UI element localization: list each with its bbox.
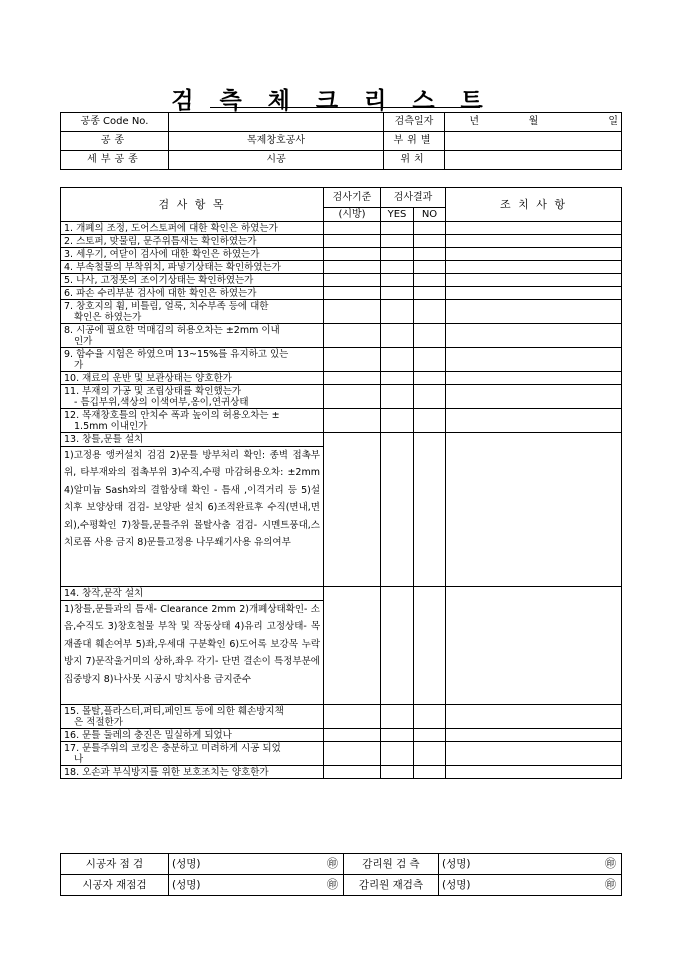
item-line: 18. 오손과 부식방지를 위한 보호조치는 양호한가	[64, 767, 269, 778]
date-label: 검측일자	[384, 113, 445, 132]
yes-cell[interactable]	[381, 324, 414, 348]
no-cell[interactable]	[414, 742, 446, 766]
item-text	[61, 287, 324, 300]
table-row	[61, 261, 622, 274]
item-line: 1. 개폐의 조정, 도어스토퍼에 대한 확인은 하였는가	[64, 223, 278, 234]
action-cell[interactable]	[446, 705, 622, 729]
contractor-check-label: 시공자 점 검	[61, 854, 169, 875]
supervisor-check-label: 감리원 검 측	[344, 854, 439, 875]
item-line: 11. 부재의 가공 및 조립상태를 확인했는가	[64, 386, 242, 397]
no-cell[interactable]	[414, 300, 446, 324]
item-text	[61, 705, 324, 729]
item-14-body: 1)창틀,문틀과의 틈새- Clearance 2mm 2)개폐상태확인- 소음,수직도 3)창호철물 부착 및 작동상태 4)유리 고정상태- 목재졸대 훼손여부 5)좌,우세대 구분확인 6)도어록 보강목 누락방지 7)문작울거미의 상하,좌우 각기- 단면 결손이 특정부분에 집중방지 8)나사못 시공시 망치사용 금지준수	[61, 601, 324, 705]
item-13-head: 13. 창틀,문틀 설치	[61, 433, 324, 447]
name-label: (성명)	[172, 858, 201, 870]
signature-table	[60, 853, 622, 896]
col-action-header: 조 치 사 항	[446, 188, 622, 222]
standard-cell[interactable]	[324, 287, 381, 300]
date-day: 일	[564, 113, 622, 132]
action-cell[interactable]	[446, 324, 622, 348]
location-label: 위치	[384, 151, 445, 170]
item-text	[61, 300, 324, 324]
yes-cell[interactable]	[381, 705, 414, 729]
item-text	[61, 742, 324, 766]
table-row	[61, 372, 622, 385]
name-label: (성명)	[442, 879, 471, 891]
no-cell[interactable]	[414, 766, 446, 779]
standard-cell[interactable]	[324, 742, 381, 766]
seal-mark: ㊞	[327, 857, 338, 870]
yes-cell[interactable]	[381, 300, 414, 324]
standard-cell[interactable]	[324, 409, 381, 433]
name-label: (성명)	[172, 879, 201, 891]
item-14-head: 14. 창작,문작 설치	[61, 587, 324, 601]
action-cell[interactable]	[446, 300, 622, 324]
yes-cell[interactable]	[381, 742, 414, 766]
code-value[interactable]	[169, 113, 384, 132]
col-standard-header: 검사기준	[324, 188, 381, 208]
standard-cell[interactable]	[324, 348, 381, 372]
action-cell[interactable]	[446, 287, 622, 300]
item-line: 3. 세우기, 여닫이 검사에 대한 확인은 하였는가	[64, 249, 260, 260]
no-cell[interactable]	[414, 324, 446, 348]
standard-cell[interactable]	[324, 324, 381, 348]
table-row	[61, 300, 622, 324]
item-line: 15. 몰탈,플라스터,퍼티,페인트 등에 의한 훼손방지책	[64, 706, 284, 717]
item-line: 16. 문틀 둘레의 충진은 밀실하게 되었나	[64, 730, 232, 741]
yes-cell[interactable]	[381, 287, 414, 300]
table-row	[61, 385, 622, 409]
yes-cell[interactable]	[381, 729, 414, 742]
table-row	[61, 222, 622, 235]
supervisor-recheck-sign[interactable]	[439, 875, 622, 896]
table-row	[61, 324, 622, 348]
standard-cell[interactable]	[324, 274, 381, 287]
detail-label: 세부공종	[61, 151, 169, 170]
table-row	[61, 409, 622, 433]
header-table	[60, 112, 622, 170]
col-standard-sub: (시방)	[324, 208, 381, 222]
section-value[interactable]	[445, 132, 622, 151]
work-value: 목제창호공사	[169, 132, 384, 151]
no-cell[interactable]	[414, 587, 446, 705]
item-text	[61, 372, 324, 385]
standard-cell[interactable]	[324, 235, 381, 248]
col-item-header: 검 사 항 목	[61, 188, 324, 222]
page-title: 검측체크리스트	[171, 87, 509, 114]
action-cell[interactable]	[446, 274, 622, 287]
name-label: (성명)	[442, 858, 471, 870]
contractor-recheck-label: 시공자 재점검	[61, 875, 169, 896]
no-cell[interactable]	[414, 729, 446, 742]
item-text	[61, 274, 324, 287]
item-line-continued: - 틈깁부위,색상의 이색여부,옹이,연귀상태	[74, 397, 249, 408]
code-label: 공종 Code No.	[61, 113, 169, 132]
title-underline	[210, 107, 480, 108]
action-cell[interactable]	[446, 766, 622, 779]
table-row	[61, 248, 622, 261]
action-cell[interactable]	[446, 348, 622, 372]
item-text	[61, 348, 324, 372]
item-line-continued: 은 적절한가	[74, 717, 123, 728]
supervisor-check-sign[interactable]	[439, 854, 622, 875]
item-line: 7. 창호지의 휨, 비틀림, 얼룩, 치수부족 등에 대한	[64, 301, 269, 312]
table-row	[61, 729, 622, 742]
no-cell[interactable]	[414, 274, 446, 287]
standard-cell[interactable]	[324, 385, 381, 409]
no-cell[interactable]	[414, 261, 446, 274]
action-cell[interactable]	[446, 248, 622, 261]
yes-cell[interactable]	[381, 348, 414, 372]
item-text	[61, 222, 324, 235]
action-cell[interactable]	[446, 587, 622, 705]
item-13-body: 1)고정용 앵커설치 검검 2)문틀 방부처리 확인: 종벽 접촉부위, 타부재와의 접촉부위 3)수직,수평 마감허용오차: ±2mm 4)알미늄 Sash와의 결합상태 확인 - 틈새 ,이격거리 등 5)설치후 보양상태 검검- 보양판 설치 6)조적완료후 수직(면내,면외),수평확인 7)창틀,문틀주위 몰탈사춤 검검- 시멘트풍대,스치로폼 사용 금지 8)문틀고정용 나무쐐기사용 유의여부	[61, 447, 324, 587]
no-cell[interactable]	[414, 409, 446, 433]
col-yes-header: YES	[381, 208, 414, 222]
contractor-check-sign[interactable]	[169, 854, 344, 875]
item-line: 12. 목재창호틀의 안치수 폭과 높이의 허용오차는 ±	[64, 410, 280, 421]
item-line-continued: 나	[74, 754, 84, 765]
standard-cell[interactable]	[324, 248, 381, 261]
section-label: 부위별	[384, 132, 445, 151]
yes-cell[interactable]	[381, 235, 414, 248]
standard-cell[interactable]	[324, 222, 381, 235]
item-line-continued: 인가	[74, 336, 93, 347]
action-cell[interactable]	[446, 729, 622, 742]
standard-cell[interactable]	[324, 766, 381, 779]
item-line: 17. 문틀주위의 코킹은 충분하고 미려하게 시공 되었	[64, 743, 281, 754]
yes-cell[interactable]	[381, 587, 414, 705]
item-text	[61, 409, 324, 433]
item-text	[61, 324, 324, 348]
item-line-continued: 확인은 하였는가	[74, 312, 142, 323]
no-cell[interactable]	[414, 235, 446, 248]
action-cell[interactable]	[446, 742, 622, 766]
table-row	[61, 287, 622, 300]
item-line: 6. 파손 수리부분 검사에 대한 확인은 하였는가	[64, 288, 257, 299]
inspection-table	[60, 187, 622, 779]
item-line-continued: 1.5mm 이내인가	[74, 421, 148, 432]
yes-cell[interactable]	[381, 766, 414, 779]
action-cell[interactable]	[446, 261, 622, 274]
item-line: 5. 나사, 고정못의 조이기상태는 확인하였는가	[64, 275, 254, 286]
action-cell[interactable]	[446, 372, 622, 385]
contractor-recheck-sign[interactable]	[169, 875, 344, 896]
yes-cell[interactable]	[381, 372, 414, 385]
supervisor-recheck-label: 감리원 재검측	[344, 875, 439, 896]
action-cell[interactable]	[446, 433, 622, 587]
detail-value: 시공	[169, 151, 384, 170]
item-text	[61, 235, 324, 248]
item-line: 10. 재료의 운반 및 보관상태는 양호한가	[64, 373, 232, 384]
action-cell[interactable]	[446, 409, 622, 433]
yes-cell[interactable]	[381, 248, 414, 261]
standard-cell[interactable]	[324, 587, 381, 705]
table-row	[61, 235, 622, 248]
col-result-header: 검사결과	[381, 188, 446, 208]
standard-cell[interactable]	[324, 433, 381, 587]
seal-mark: ㊞	[605, 857, 616, 870]
yes-cell[interactable]	[381, 433, 414, 587]
no-cell[interactable]	[414, 248, 446, 261]
item-text	[61, 729, 324, 742]
table-row	[61, 705, 622, 729]
yes-cell[interactable]	[381, 261, 414, 274]
item-text	[61, 248, 324, 261]
work-label: 공종	[61, 132, 169, 151]
table-row	[61, 274, 622, 287]
action-cell[interactable]	[446, 235, 622, 248]
standard-cell[interactable]	[324, 729, 381, 742]
item-line: 8. 시공에 필요한 먹매김의 허용오차는 ±2mm 이내	[64, 325, 280, 336]
yes-cell[interactable]	[381, 222, 414, 235]
standard-cell[interactable]	[324, 705, 381, 729]
table-row	[61, 766, 622, 779]
yes-cell[interactable]	[381, 409, 414, 433]
table-row	[61, 742, 622, 766]
no-cell[interactable]	[414, 385, 446, 409]
item-text	[61, 261, 324, 274]
standard-cell[interactable]	[324, 300, 381, 324]
action-cell[interactable]	[446, 385, 622, 409]
action-cell[interactable]	[446, 222, 622, 235]
table-row	[61, 348, 622, 372]
no-cell[interactable]	[414, 705, 446, 729]
no-cell[interactable]	[414, 348, 446, 372]
date-month: 월	[504, 113, 564, 132]
no-cell[interactable]	[414, 372, 446, 385]
standard-cell[interactable]	[324, 261, 381, 274]
item-text	[61, 385, 324, 409]
item-line: 2. 스토퍼, 맞물림, 문주위틈새는 확인하였는가	[64, 236, 257, 247]
location-value[interactable]	[445, 151, 622, 170]
seal-mark: ㊞	[605, 878, 616, 891]
yes-cell[interactable]	[381, 274, 414, 287]
standard-cell[interactable]	[324, 372, 381, 385]
item-text	[61, 766, 324, 779]
yes-cell[interactable]	[381, 385, 414, 409]
item-line: 4. 부속철물의 부착위치, 파넣기상태는 확인하였는가	[64, 262, 281, 273]
col-no-header: NO	[414, 208, 446, 222]
no-cell[interactable]	[414, 222, 446, 235]
no-cell[interactable]	[414, 287, 446, 300]
item-line: 9. 함수율 시험은 하였으며 13~15%를 유지하고 있는	[64, 349, 289, 360]
item-line-continued: 가	[74, 360, 84, 371]
date-year: 년	[445, 113, 504, 132]
seal-mark: ㊞	[327, 878, 338, 891]
no-cell[interactable]	[414, 433, 446, 587]
